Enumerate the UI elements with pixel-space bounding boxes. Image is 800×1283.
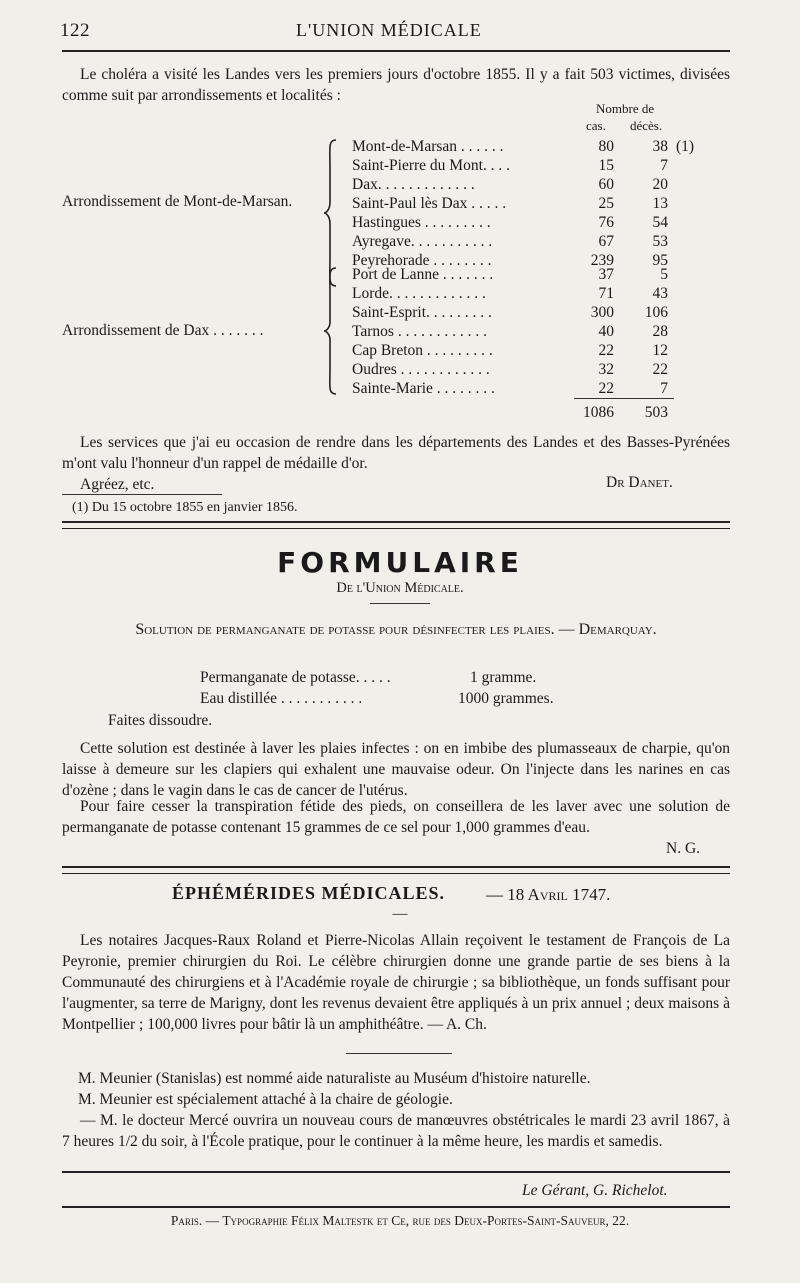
place-name: Ayregave. . . . . . . . . . . [352,233,493,250]
cases-value: 76 [598,214,614,231]
ingredient-name: Permanganate de potasse. . . . . [200,669,391,686]
deaths-value: 53 [652,233,668,250]
arrondissement-label: Arrondissement de Dax . . . . . . . [62,322,264,339]
closing-paragraph: Les services que j'ai eu occasion de rendre dans les départements des Landes et des Basses-Pyrénées m'ont valu l'honneur d'un rappel de médaille d'or. [62,434,730,472]
total-cases: 1086 [583,404,614,421]
place-name: Port de Lanne . . . . . . . [352,266,494,283]
ingredient-name: Eau distillée . . . . . . . . . . . [200,690,363,707]
formulaire-title: FORMULAIRE [277,546,523,579]
footer-rule [62,1171,730,1173]
short-rule [370,603,430,604]
running-title: L'UNION MÉDICALE [296,20,482,40]
place-name: Lorde. . . . . . . . . . . . . [352,285,486,302]
short-rule [346,1053,452,1054]
cases-value: 32 [598,361,614,378]
section-divider [62,528,730,529]
cases-value: 60 [598,176,614,193]
deaths-value: 28 [652,323,668,340]
cases-value: 239 [590,252,614,269]
deaths-value: 5 [660,266,668,283]
cases-value: 15 [598,157,614,174]
ephemerides-title: ÉPHÉMÉRIDES MÉDICALES. [172,883,446,903]
recipe-title: Solution de permanganate de potasse pour désinfecter les plaies. — Demarquay. [135,621,657,638]
ephemerides-paragraph: Les notaires Jacques-Raux Roland et Pierre-Nicolas Allain reçoivent le testament de François de La Peyronie, premier chirurgien du Roi. Le célèbre chirurgien donne une grande partie de ses biens à la Communauté des chirurgiens et à l'Académie royale de chirurgie ; sa bibliothèque, un fonds suffisant pour l'augmenter, sa terre de Marigny, dont les revenus devaient être appliqués à un prix annuel ; deux maisons à Montpellier ; 100,000 livres pour bâtir là un amphithéâtre. — A. Ch. [62,932,730,1033]
running-header [60,20,732,44]
cases-value: 22 [598,380,614,397]
deaths-value: 106 [644,304,668,321]
dash-separator: — [392,906,408,922]
footnote: (1) Du 15 octobre 1855 en janvier 1856. [72,500,298,515]
brace-icon [322,266,342,396]
formulaire-paragraph: Cette solution est destinée à laver les plaies infectes : on en imbibe des plumasseaux de charpie, qu'on laisse à demeure sur les clapiers qui exhalent une mauvaise odeur. On l'injecte dans les narines en cas d'ozène ; dans le vagin dans le cas de cancer de l'utérus. [62,740,730,799]
cholera-intro: Le choléra a visité les Landes vers les premiers jours d'octobre 1855. Il y a fait 503 victimes, divisées comme suit par arrondissements et localités : [62,66,730,104]
news-item: M. Meunier est spécialement attaché à la chaire de géologie. [78,1091,453,1108]
news-item: — M. le docteur Mercé ouvrira un nouveau cours de manœuvres obstétricales le mardi 23 avril 1867, à 7 heures 1/2 du soir, à l'École pratique, pour le continuer à la même heure, les mardis et samedis. [62,1112,730,1150]
section-divider [62,866,730,868]
section-divider [62,521,730,523]
ingredient-quantity: 1 gramme. [470,669,537,686]
cases-value: 25 [598,195,614,212]
place-name: Sainte-Marie . . . . . . . . [352,380,495,397]
place-name: Mont-de-Marsan . . . . . . [352,138,504,155]
cases-value: 22 [598,342,614,359]
col-header-cas: cas. [586,118,606,133]
total-deaths: 503 [644,404,668,421]
signature: Dr Danet. [606,474,673,491]
cases-value: 300 [590,304,614,321]
author-initials: N. G. [666,840,701,857]
cases-value: 67 [598,233,614,250]
agreez-text: Agréez, etc. [80,476,155,493]
section-divider [62,873,730,874]
imprint-line: Paris. — Typographie Félix Maltestk et Ce, rue des Deux-Portes-Saint-Sauveur, 22. [170,1213,630,1228]
formulaire-paragraph: Pour faire cesser la transpiration fétide des pieds, on conseillera de les laver avec une solution de permanganate de potasse contenant 15 grammes de ce sel pour 1,000 grammes d'eau. [62,798,730,836]
deaths-value: 22 [652,361,668,378]
cases-value: 71 [598,285,614,302]
deaths-value: 12 [652,342,668,359]
footnote-ref: (1) [676,138,695,155]
page-number: 122 [60,20,90,41]
deaths-value: 38 [652,138,668,155]
place-name: Hastingues . . . . . . . . . [352,214,491,231]
ephemerides-date: — 18 Avril 1747. [486,885,611,904]
news-item: M. Meunier (Stanislas) est nommé aide naturaliste au Muséum d'histoire naturelle. [78,1070,591,1087]
col-header-deces: décès. [630,118,663,133]
place-name: Cap Breton . . . . . . . . . [352,342,493,359]
place-name: Dax. . . . . . . . . . . . . [352,176,475,193]
footnote-rule [62,494,222,495]
deaths-value: 43 [652,285,668,302]
cases-value: 80 [598,138,614,155]
cases-value: 40 [598,323,614,340]
place-name: Oudres . . . . . . . . . . . . [352,361,490,378]
arrondissement-label: Arrondissement de Mont-de-Marsan. [62,193,293,210]
cases-value: 37 [598,266,614,283]
gerant-line: Le Gérant, G. Richelot. [522,1182,668,1199]
deaths-value: 7 [660,157,668,174]
deaths-value: 54 [652,214,668,231]
place-name: Saint-Esprit. . . . . . . . . [352,304,492,321]
instruction-text: Faites dissoudre. [108,712,213,729]
place-name: Saint-Paul lès Dax . . . . . [352,195,507,212]
place-name: Saint-Pierre du Mont. . . . [352,157,510,174]
deaths-value: 95 [652,252,668,269]
footer-rule [62,1206,730,1208]
deaths-value: 13 [652,195,668,212]
total-rule [574,398,674,399]
place-name: Tarnos . . . . . . . . . . . . [352,323,487,340]
deaths-value: 20 [652,176,668,193]
deaths-value: 7 [660,380,668,397]
ingredient-quantity: 1000 grammes. [458,690,554,707]
col-header-nombre: Nombre de [596,101,655,116]
place-name: Peyrehorade . . . . . . . . [352,252,492,269]
header-rule [62,50,730,52]
formulaire-subtitle: De l'Union Médicale. [336,580,464,596]
